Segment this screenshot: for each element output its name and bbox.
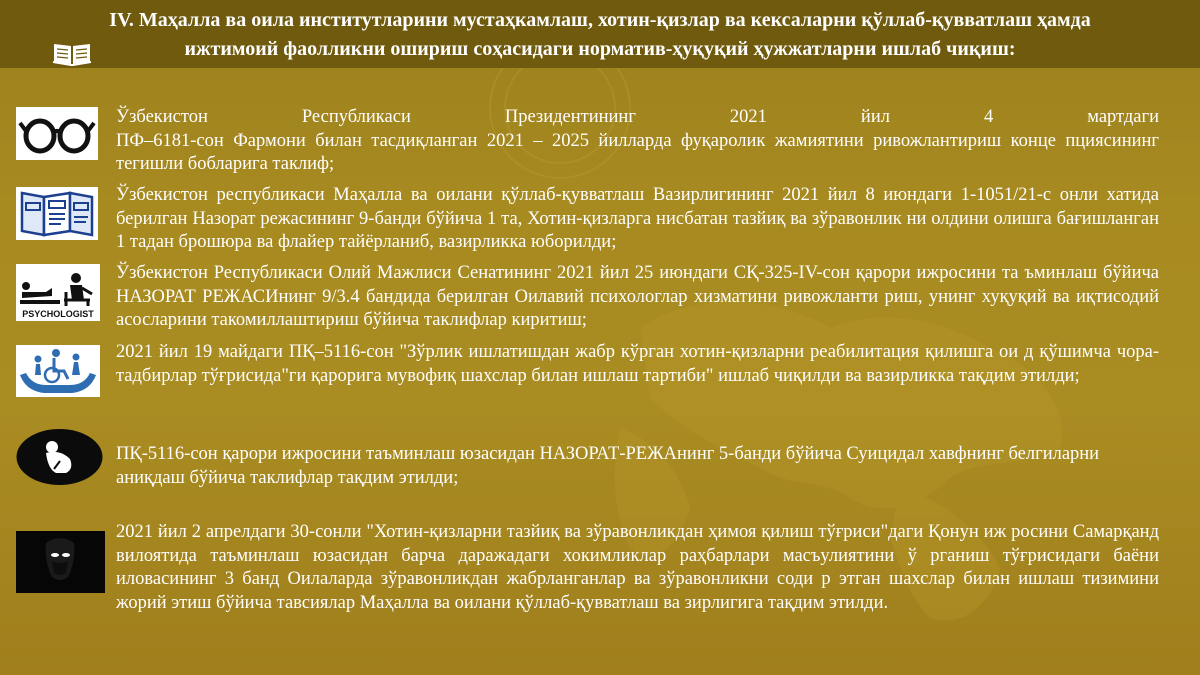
header-title-line-2: ижтимоий фаолликни ошириш соҳасидаги норматив-ҳуқуқий ҳужжатларни ишлаб чиқиш: — [184, 38, 1016, 60]
masked-person-icon — [16, 531, 105, 593]
slide-header — [0, 0, 1200, 68]
disability-support-icon — [16, 345, 100, 397]
item-3-text: Ўзбекистон Республикаси Олий Мажлиси Сенатининг 2021 йил 25 июндаги СҚ-325-IV-сон қарори ижросини та ъминлаш бўйича НАЗОРАТ РЕЖАСИнинг 9/3.4 бандида берилган Оилавий психологлар хизматини ривожланти риш, унинг хуқуқий ва иқтисодий асосларини такомиллаштириш бўйича таклифлар киритиш; — [116, 263, 1159, 330]
open-book-icon — [52, 40, 92, 66]
suicide-risk-icon — [16, 429, 103, 485]
brochure-icon — [16, 187, 98, 240]
item-6-text: 2021 йил 2 апрелдаги 30-сонли "Хотин-қизларни тазйиқ ва зўравонликдан ҳимоя қилиш тўғриси"даги Қонун иж росини Самарқанд вилоятида таъминлаш юзасидан барча даражадаги хокимликлар раҳбарлари масъулиятини ў рганиш тўғрисидаги баёни иловасининг 3 банд Оилаларда зўравонликдан жабрланганлар ва зўравонликни соди р этган шахслар билан ишлаш тизимини жорий этиш бўйича тавсиялар Маҳалла ва оилани қўллаб-қувватлаш ва зирлигига тақдим этилди. — [116, 522, 1159, 613]
item-2-text: Ўзбекистон республикаси Маҳалла ва оилани қўллаб-қувватлаш Вазирлигининг 2021 йил 8 июндаги 1-1051/21-с онли хатида берилган Назорат режасининг 9-банди бўйича 1 та, Хотин-қизларга нисбатан тазйиқ ва зўравонлик ни олдини олишга бағишланган 1 тадан брошюра ва флайер тайёрланиб, вазирликка юборилди; — [116, 185, 1159, 252]
item-5-text: ПҚ-5116-сон қарори ижросини таъминлаш юзасидан НАЗОРАТ-РЕЖАнинг 5-банди бўйича Суицидал хавфнинг белгиларни аниқдаш бўйича таклифлар тақдим этилди; — [116, 444, 1100, 488]
psychologist-caption: PSYCHOLOGIST — [22, 309, 94, 319]
item-1-first-line: Ўзбекистон Республикаси Президентининг 2021 йил 4 мартдаги — [116, 107, 1159, 127]
glasses-icon — [16, 107, 98, 160]
header-title-line-1: IV. Маҳалла ва оила институтларини мустаҳкамлаш, хотин-қизлар ва кексаларни қўллаб-қувватлаш ҳамда — [109, 9, 1091, 31]
psychologist-icon — [16, 264, 100, 321]
item-1-text: ПФ–6181-сон Фармони билан тасдиқланган 2021 – 2025 йилларда фуқаролик жамиятини ривожлантириш конце пциясининг тегишли бобларига таклиф; — [116, 130, 1159, 174]
item-1 — [116, 106, 1159, 177]
item-4-text: 2021 йил 19 майдаги ПҚ–5116-сон "Зўрлик ишлатишдан жабр кўрган хотин-қизларни реабилитация қилишга ои д қўшимча чора-тадбирлар тўғрисида"ги қарорига мувофиқ шахслар билан ишлаш тартиби" ишлаб чиқилди ва вазирликка тақдим этилди; — [116, 342, 1159, 386]
